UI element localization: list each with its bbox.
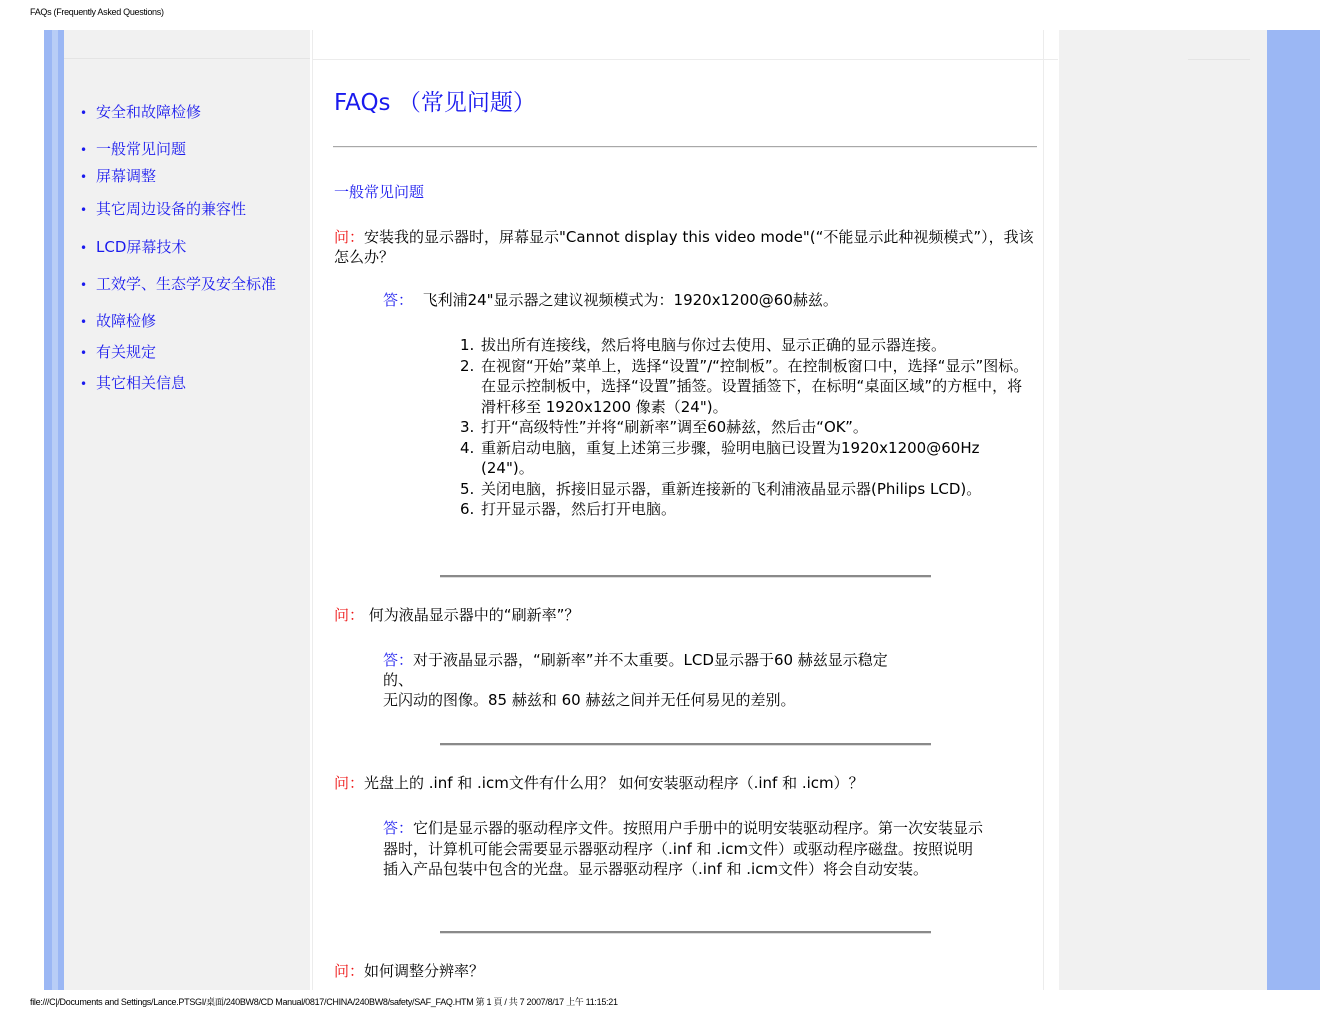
sidebar-item-general-faq[interactable] — [80, 138, 186, 159]
sidebar-item-regulatory[interactable] — [80, 341, 156, 362]
faq-question-4 — [334, 961, 1034, 981]
sidebar-item-other-info[interactable] — [80, 372, 186, 393]
sidebar-top-divider — [64, 58, 310, 59]
sidebar-item-label: 一般常见问题 — [96, 140, 187, 158]
left-blue-stripe — [52, 30, 58, 990]
answer-text: 对于液晶显示器，“刷新率”并不太重要。LCD显示器于60 赫兹显示稳定 — [413, 651, 888, 669]
right-panel-divider — [1188, 59, 1250, 60]
step-item: 2. 在视窗“开始”菜单上，选择“设置”/“控制板”。在控制板窗口中，选择“显示”图标。在显示控制板中，选择“设置”插签。设置插签下，在标明“桌面区域”的方框中，将滑杆移至 1920x1200 像素（24")。 — [460, 356, 1029, 416]
bullet-icon: • — [80, 106, 88, 120]
answer-text: 的、 — [383, 671, 414, 689]
faq-separator — [440, 743, 931, 746]
question-text: 何为液晶显示器中的“刷新率”？ — [368, 606, 580, 624]
question-text: 光盘上的 .inf 和 .icm文件有什么用？ 如何安装驱动程序（.inf 和 .icm）？ — [364, 774, 864, 792]
sidebar-item-label: 其它相关信息 — [96, 374, 187, 392]
step-item: 4. 重新启动电脑，重复上述第三步骤，验明电脑已设置为1920x1200@60Hz (24")。 — [460, 438, 980, 477]
step-item: 1. 拔出所有连接线，然后将电脑与你过去使用、显示正确的显示器连接。 — [460, 336, 947, 354]
sidebar-item-label: 故障检修 — [96, 312, 157, 330]
page-title: FAQs （常见问题） — [334, 90, 536, 116]
faq-question-1 — [334, 227, 1034, 267]
faq-answer-2 — [383, 650, 1003, 710]
step-item: 5. 关闭电脑，拆接旧显示器，重新连接新的飞利浦液晶显示器(Philips LCD)。 — [460, 479, 982, 498]
section-heading: 一般常见问题 — [334, 183, 425, 201]
answer-text: 它们是显示器的驱动程序文件。按照用户手册中的说明安装驱动程序。第一次安装显示器时，计算机可能会需要显示器驱动程序（.inf 和 .icm文件）或驱动程序磁盘。按照说明插入产品包装中包含的光盘。显示器驱动程序（.inf 和 .icm文件）将会自动安装。 — [383, 819, 984, 878]
faq-separator — [440, 931, 931, 934]
faq-question-2 — [334, 605, 1034, 625]
question-text: 安装我的显示器时，屏幕显示"Cannot display this video mode"(“不能显示此种视频模式”），我该怎么办？ — [334, 228, 1034, 266]
sidebar-item-troubleshooting[interactable] — [80, 310, 156, 331]
bullet-icon: • — [80, 377, 88, 391]
sidebar-item-label: 其它周边设备的兼容性 — [96, 200, 247, 218]
sidebar-item-label: 安全和故障检修 — [96, 103, 202, 121]
sidebar-item-label: LCD屏幕技术 — [96, 238, 187, 256]
question-label: 问： — [334, 606, 365, 624]
answer-text: 飞利浦24"显示器之建议视频模式为：1920x1200@60赫兹。 — [422, 291, 838, 309]
right-gray-panel — [1059, 30, 1267, 990]
faq-question-3 — [334, 773, 1034, 793]
faq-answer-3 — [383, 818, 988, 880]
answer-label: 答： — [383, 819, 414, 837]
answer-text: 无闪动的图像。85 赫兹和 60 赫兹之间并无任何易见的差别。 — [383, 691, 796, 709]
right-blue-border — [1267, 30, 1320, 990]
sidebar-item-safety[interactable] — [80, 101, 201, 122]
sidebar-item-label: 有关规定 — [96, 343, 157, 361]
bullet-icon: • — [80, 241, 88, 255]
sidebar-item-label: 屏幕调整 — [96, 167, 157, 185]
print-footer: file:///C|/Documents and Settings/Lance.PTSGI/桌面/240BW8/CD Manual/0817/CHINA/240BW8/safety/SAF_FAQ.HTM 第 1 頁 / 共 7 2007/8/17 上午 11:15:21 — [30, 997, 618, 1007]
bullet-icon: • — [80, 170, 88, 184]
bullet-icon: • — [80, 143, 88, 157]
step-item: 6. 打开显示器，然后打开电脑。 — [460, 500, 677, 518]
faq-separator — [440, 575, 931, 578]
bullet-icon: • — [80, 315, 88, 329]
sidebar-item-standards[interactable] — [80, 273, 276, 294]
question-text: 如何调整分辨率？ — [364, 962, 485, 980]
question-label: 问： — [334, 228, 365, 246]
answer-label: 答： — [383, 291, 414, 309]
content-top-divider — [312, 59, 1058, 60]
answer-label: 答： — [383, 651, 414, 669]
question-label: 问： — [334, 962, 365, 980]
sidebar-item-lcd-technology[interactable] — [80, 236, 186, 257]
sidebar-item-compatibility[interactable] — [80, 198, 246, 219]
print-header: FAQs (Frequently Asked Questions) — [30, 7, 164, 17]
bullet-icon: • — [80, 203, 88, 217]
bullet-icon: • — [80, 278, 88, 292]
bullet-icon: • — [80, 346, 88, 360]
question-label: 问： — [334, 774, 365, 792]
steps-list — [460, 335, 1030, 520]
title-divider — [333, 146, 1037, 148]
faq-answer-1 — [383, 290, 1023, 310]
sidebar-item-screen-adjustment[interactable] — [80, 165, 156, 186]
sidebar-item-label: 工效学、生态学及安全标准 — [96, 275, 277, 293]
step-item: 3. 打开“高级特性”并将“刷新率”调至60赫兹，然后击“OK”。 — [460, 418, 868, 436]
